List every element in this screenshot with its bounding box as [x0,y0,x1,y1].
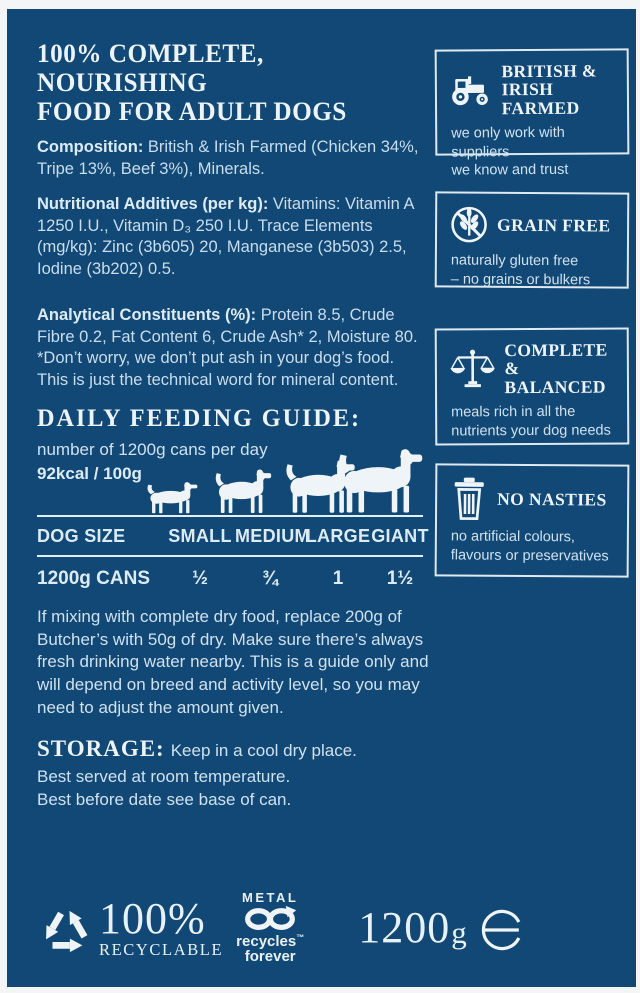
tractor-icon [449,71,494,109]
badge-no-nasties: NO NASTIES no artificial colours, flavours or preservatives [435,463,630,577]
storage-label: STORAGE: [37,736,165,762]
storage-section [37,733,429,812]
footer [37,891,626,966]
kcal-per-100g: 92kcal / 100g [37,464,142,484]
giant-dog-icon [335,447,425,514]
storage-line2: Best served at room temperature. [37,766,291,786]
feeding-guide-table [37,517,429,594]
badge-complete-balanced: COMPLETE & BALANCED meals rich in all the nutrients your dog needs [435,327,630,445]
medium-dog-icon [213,468,273,514]
metal-sub2: forever [244,948,296,966]
feeding-table-header: DOG SIZE SMALL MEDIUM LARGE GIANT [37,517,423,557]
nutritional-additives-text: Nutritional Additives (per kg): Vitamins: Vitamin A 1250 I.U., Vitamin D₃ 250 I.U. Trace Elements (mg/kg): Zinc (3b605) 20, Manganese (3b503) 2.5, Iodine (3b202) 0.5. [37,194,414,279]
analytical-constituents-text: Analytical Constituents (%): Protein 8.5, Crude Fibre 0.2, Fat Content 6, Crude Ash* 2, Moisture 80. *Don’t worry, we don’t put ash in your dog’s food. This is just the technical word for mineral content. [37,305,418,390]
feeding-guide-title: DAILY FEEDING GUIDE: [37,404,362,432]
net-weight [358,902,525,953]
weight-unit: g [451,914,467,950]
dog-size-illustrations [37,485,423,517]
metal-sub1: recycles [236,932,297,950]
weight-number: 1200 [358,903,451,953]
infinity-loop-icon [242,905,298,933]
recyclable-claim [99,894,224,959]
recyclable-label: RECYCLABLE [99,940,224,959]
grain-free-icon [449,204,489,244]
metal-label: METAL [242,889,299,905]
mixing-instructions-text: If mixing with complete dry food, replace 200g of Butcher’s with 50g of dry. Make sure there’s always fresh drinking water nearby. This is a guide only and will depend on breed and activity level, so you may need to adjust the amount given. [37,607,429,717]
composition-text: Composition: British & Irish Farmed (Chicken 34%, Tripe 13%, Beef 3%), Minerals. [37,138,419,179]
page-title: 100% COMPLETE, NOURISHING FOOD FOR ADULT DOGS [37,39,347,127]
scales-icon [449,346,497,392]
storage-line3: Best before date see base of can. [37,790,292,810]
feeding-guide-subtitle: number of 1200g cans per day [37,439,268,459]
badge-grain-free: GRAIN FREE naturally gluten free – no grains or bulkers [435,191,630,288]
metal-recycles-forever-logo [236,891,304,966]
label-panel [7,9,636,987]
main-column [37,39,429,812]
row-label: 1200g CANS [37,568,150,590]
feeding-table-row: 1200g CANS ½ ¾ 1 1½ [37,568,414,590]
trash-bin-icon [449,476,489,520]
estimated-sign-icon [479,907,525,953]
storage-line1: Keep in a cool dry place. [170,741,357,761]
trademark-symbol: ™ [296,932,305,942]
recyclable-percent: 100% [99,894,206,943]
badge-british-irish-farmed: BRITISH & IRISH FARMED we only work with suppliers we know and trust [435,48,630,155]
recycle-arrows-icon [37,899,95,957]
badge-column [435,49,629,577]
small-dog-icon [145,481,199,514]
